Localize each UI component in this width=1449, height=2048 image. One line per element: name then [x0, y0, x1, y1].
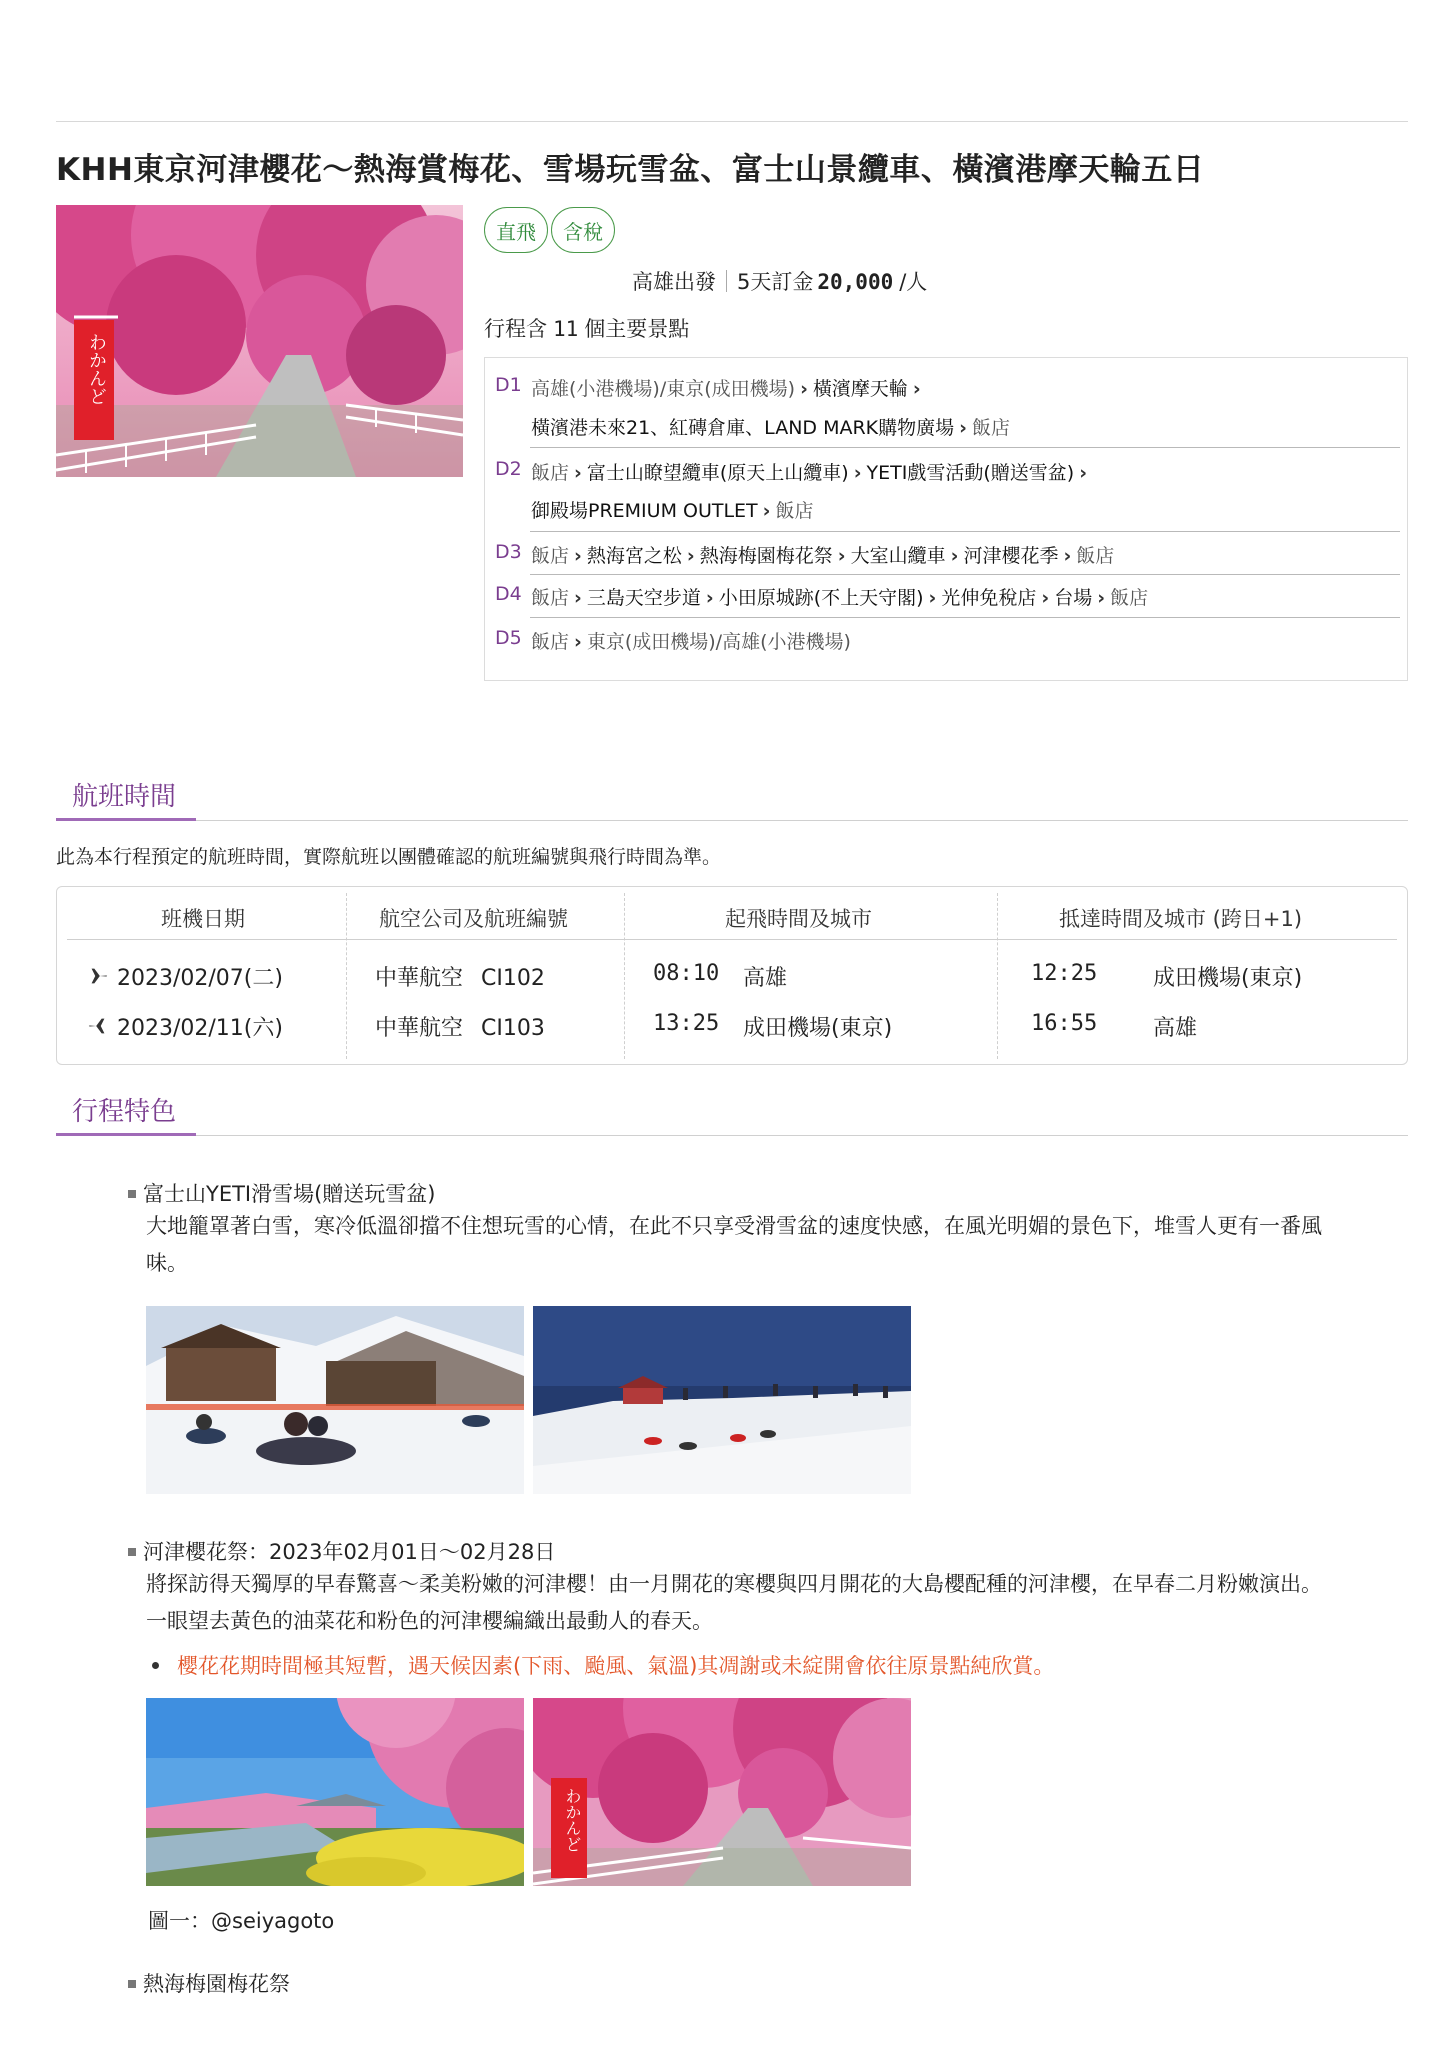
day-label-d3: D3 — [495, 541, 522, 563]
flight-date: 2023/02/11(六) — [117, 1016, 283, 1041]
stop[interactable]: YETI戲雪活動(贈送雪盆) — [866, 462, 1075, 484]
square-bullet-icon — [128, 1548, 136, 1556]
stop[interactable]: 富士山瞭望纜車(原天上山纜車) — [586, 462, 849, 484]
stop[interactable]: 橫濱港未來21、紅磚倉庫、LAND MARK購物廣場 — [531, 417, 955, 439]
arrival-city: 高雄 — [1153, 1016, 1198, 1041]
airline-name: 中華航空 — [375, 1016, 464, 1041]
bullet-dot-icon — [152, 1662, 159, 1669]
feature-heading-atami-plum — [128, 1968, 290, 1998]
square-bullet-icon — [128, 1190, 136, 1198]
itinerary-d2-line2 — [531, 496, 814, 523]
stop[interactable]: 飯店 — [1076, 545, 1115, 567]
stop[interactable]: 東京(成田機場)/高雄(小港機場) — [586, 631, 851, 653]
day-divider — [530, 574, 1400, 575]
chevron-right-icon: › — [686, 545, 695, 567]
itinerary-d5-line1 — [531, 627, 851, 654]
stop[interactable]: 大室山纜車 — [850, 545, 946, 567]
chevron-right-icon: › — [800, 378, 808, 400]
stop[interactable]: 御殿場PREMIUM OUTLET — [531, 500, 758, 522]
stop[interactable]: 橫濱摩天輪 — [812, 378, 908, 400]
day-divider — [530, 531, 1400, 532]
departure-time: 08:10 — [653, 961, 720, 986]
chevron-right-icon: › — [837, 545, 846, 567]
photo-snow-slope[interactable] — [533, 1306, 911, 1494]
deposit-amount: 20,000 — [817, 270, 894, 294]
page-title: KHH東京河津櫻花～熱海賞梅花、雪場玩雪盆、富士山景纜車、橫濱港摩天輪五日 — [56, 152, 1205, 188]
day-label-d4: D4 — [495, 583, 522, 605]
feature-heading-kawazu — [128, 1536, 555, 1566]
stop[interactable]: 飯店 — [1110, 587, 1149, 609]
stop[interactable]: 飯店 — [531, 545, 570, 567]
section-underline — [56, 1133, 196, 1136]
feature-heading-text: 熱海梅園梅花祭 — [143, 1972, 290, 1996]
feature-heading-text: 河津櫻花祭：2023年02月01日～02月28日 — [143, 1540, 556, 1564]
flight-section-header — [56, 776, 1408, 824]
chevron-right-icon: › — [1041, 587, 1050, 609]
day-divider — [530, 447, 1400, 448]
plane-return-icon — [87, 1015, 109, 1037]
column-divider — [997, 893, 998, 1059]
feature-heading-yeti — [128, 1178, 436, 1208]
stop[interactable]: 三島天空步道 — [586, 587, 701, 609]
section-rule — [196, 820, 1408, 821]
itinerary-d4-line1 — [531, 583, 1148, 610]
price-separator — [726, 270, 727, 292]
stop[interactable]: 飯店 — [531, 462, 570, 484]
table-row — [87, 1011, 283, 1042]
stop[interactable]: 高雄(小港機場)/東京(成田機場) — [531, 378, 796, 400]
header-flight-date: 班機日期 — [161, 907, 245, 931]
chevron-right-icon: › — [762, 500, 771, 522]
plane-depart-icon — [87, 965, 109, 987]
chevron-right-icon: › — [574, 545, 582, 567]
chevron-right-icon: › — [950, 545, 959, 567]
departure-city: 成田機場(東京) — [743, 1016, 893, 1041]
day-divider — [530, 617, 1400, 618]
column-divider — [346, 893, 347, 1059]
price-line — [632, 266, 927, 296]
hero-photo-cherry-blossom[interactable] — [56, 205, 463, 477]
itinerary-d1-line2 — [531, 413, 1010, 440]
header-airline: 航空公司及航班編號 — [379, 907, 568, 931]
chevron-right-icon: › — [1063, 545, 1072, 567]
itinerary-d2-line1 — [531, 458, 1092, 485]
stop[interactable]: 熱海宮之松 — [586, 545, 682, 567]
chevron-right-icon: › — [853, 462, 862, 484]
spots-count: 11 — [553, 317, 579, 341]
tag-tax-included[interactable]: 含稅 — [551, 207, 615, 253]
flight-section-title: 航班時間 — [72, 782, 177, 812]
chevron-right-icon: › — [574, 462, 582, 484]
chevron-right-icon: › — [912, 378, 921, 400]
flight-table — [56, 886, 1408, 1065]
arrival-time: 16:55 — [1031, 1011, 1098, 1036]
chevron-right-icon: › — [928, 587, 937, 609]
chevron-right-icon: › — [705, 587, 714, 609]
header-rule — [67, 939, 1397, 940]
day-label-d2: D2 — [495, 458, 522, 480]
feature-heading-text: 富士山YETI滑雪場(贈送玩雪盆) — [143, 1182, 436, 1206]
tag-direct-flight[interactable]: 直飛 — [484, 207, 548, 253]
stop[interactable]: 飯店 — [531, 631, 570, 653]
flight-date: 2023/02/07(二) — [117, 966, 283, 991]
chevron-right-icon: › — [574, 587, 582, 609]
top-divider — [56, 121, 1408, 122]
day-label-d1: D1 — [495, 374, 522, 396]
tag-group — [484, 207, 618, 253]
feature-warning — [152, 1650, 1054, 1680]
stop[interactable]: 光伸免稅店 — [941, 587, 1037, 609]
table-row — [87, 961, 283, 992]
feature-section-header — [56, 1091, 1408, 1139]
banner-lettering: わかんど — [86, 333, 107, 405]
departure-city: 高雄出發 — [632, 270, 716, 294]
itinerary-box — [484, 357, 1408, 681]
section-rule — [196, 1135, 1408, 1136]
stop[interactable]: 小田原城跡(不上天守閣) — [718, 587, 924, 609]
header-arrival: 抵達時間及城市 (跨日+1) — [1059, 907, 1303, 931]
chevron-right-icon: › — [959, 417, 967, 439]
chevron-right-icon: › — [574, 631, 582, 653]
photo-snow-sledding-family[interactable] — [146, 1306, 524, 1494]
flight-number: CI103 — [481, 1016, 545, 1041]
arrival-city: 成田機場(東京) — [1153, 966, 1303, 991]
stop[interactable]: 河津櫻花季 — [963, 545, 1059, 567]
stop[interactable]: 飯店 — [971, 417, 1010, 439]
warning-text: 櫻花花期時間極其短暫，遇天候因素(下雨、颱風、氣溫)其凋謝或未綻開會依往原景點純欣賞。 — [177, 1654, 1055, 1678]
spots-suffix: 個主要景點 — [584, 317, 690, 341]
column-divider — [624, 893, 625, 1059]
photo-caption: 圖一：@seiyagoto — [148, 1909, 335, 1933]
flight-number: CI102 — [481, 966, 545, 991]
arrival-time: 12:25 — [1031, 961, 1098, 986]
flight-note: 此為本行程預定的航班時間，實際航班以團體確認的航班編號與飛行時間為準。 — [56, 846, 722, 868]
stop[interactable]: 台場 — [1054, 587, 1093, 609]
departure-city: 高雄 — [743, 966, 788, 991]
chevron-right-icon: › — [1079, 462, 1088, 484]
spots-prefix: 行程含 — [484, 317, 547, 341]
feature-desc-yeti: 大地籠罩著白雪，寒冷低溫卻擋不住想玩雪的心情，在此不只享受滑雪盆的速度快感，在風光明媚的景色下，堆雪人更有一番風味。 — [146, 1214, 1322, 1275]
day-label-d5: D5 — [495, 627, 522, 649]
feature-desc-kawazu: 將探訪得天獨厚的早春驚喜～柔美粉嫩的河津櫻！由一月開花的寒櫻與四月開花的大島櫻配種的河津櫻，在早春二月粉嫩演出。一眼望去黃色的油菜花和粉色的河津櫻編織出最動人的春天。 — [146, 1572, 1322, 1633]
photo-cherry-blossom-path[interactable] — [533, 1698, 911, 1886]
banner-lettering: わかんど — [563, 1788, 582, 1852]
itinerary-d1-line1 — [531, 374, 926, 401]
departure-time: 13:25 — [653, 1011, 720, 1036]
airline-name: 中華航空 — [375, 966, 464, 991]
itinerary-d3-line1 — [531, 541, 1114, 568]
airline-cell — [375, 1011, 545, 1042]
spots-count-line — [484, 313, 689, 343]
stop[interactable]: 飯店 — [531, 587, 570, 609]
price-unit: /人 — [899, 270, 928, 294]
section-underline — [56, 818, 196, 821]
stop[interactable]: 飯店 — [775, 500, 814, 522]
square-bullet-icon — [128, 1980, 136, 1988]
feature-section-title: 行程特色 — [72, 1097, 177, 1127]
deposit-label: 5天訂金 — [737, 270, 814, 294]
header-departure: 起飛時間及城市 — [725, 907, 872, 931]
airline-cell — [375, 961, 545, 992]
stop[interactable]: 熱海梅園梅花祭 — [699, 545, 833, 567]
photo-kawazu-river-blossoms[interactable] — [146, 1698, 524, 1886]
chevron-right-icon: › — [1097, 587, 1106, 609]
